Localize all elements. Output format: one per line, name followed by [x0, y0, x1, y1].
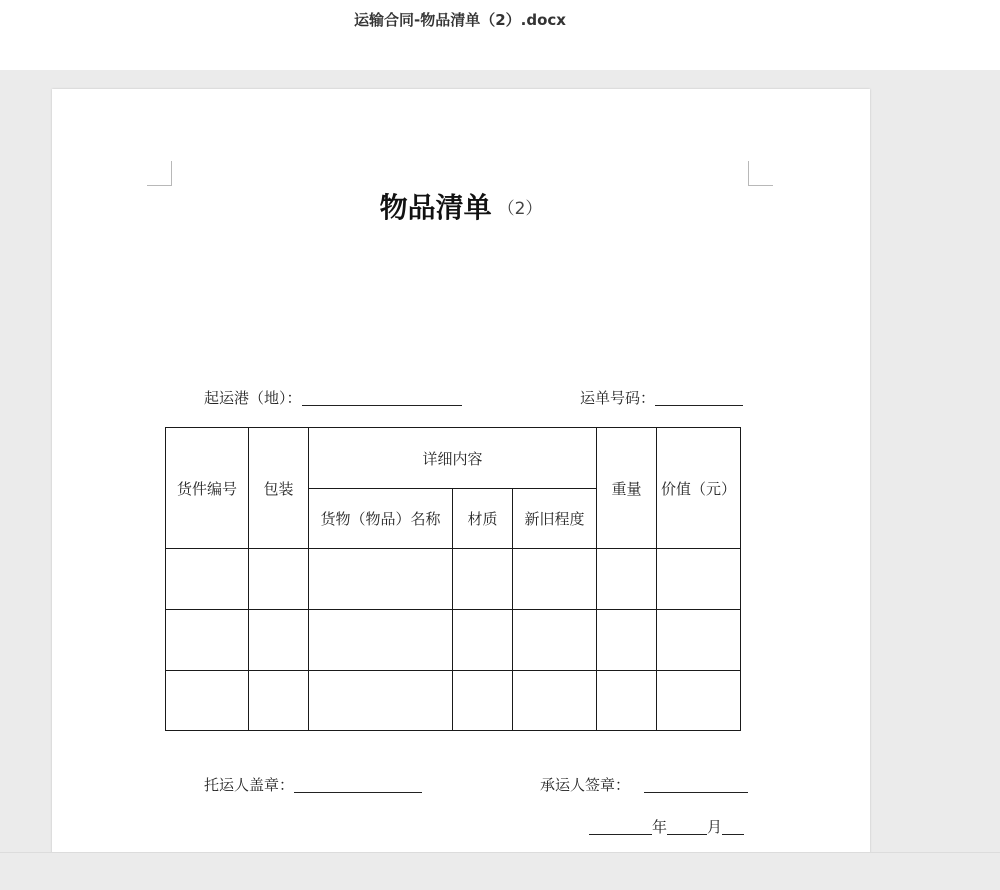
- header-details: 详细内容: [309, 428, 597, 489]
- table-cell[interactable]: [309, 671, 453, 731]
- origin-blank: [302, 390, 462, 406]
- carrier-sign-label: 承运人签章：: [540, 776, 631, 794]
- header-material: 材质: [453, 489, 513, 549]
- table-row: [166, 610, 741, 671]
- table-cell[interactable]: [513, 549, 597, 610]
- table-cell[interactable]: [166, 610, 249, 671]
- header-value: 价值（元）: [657, 428, 741, 549]
- table-cell[interactable]: [657, 610, 741, 671]
- document-title: [52, 186, 870, 226]
- table-cell[interactable]: [166, 671, 249, 731]
- goods-table: [165, 427, 741, 731]
- shipper-seal-label: 托运人盖章：: [204, 776, 295, 794]
- table-cell[interactable]: [597, 549, 657, 610]
- table-cell[interactable]: [513, 610, 597, 671]
- margin-corner-mark-left: [147, 161, 172, 186]
- status-bar: [0, 852, 1000, 890]
- year-label: 年: [652, 818, 668, 836]
- header-condition: 新旧程度: [513, 489, 597, 549]
- table-cell[interactable]: [657, 549, 741, 610]
- table-cell[interactable]: [597, 610, 657, 671]
- table-cell[interactable]: [309, 549, 453, 610]
- table-row: [166, 549, 741, 610]
- day-blank: [722, 819, 744, 835]
- header-cargo-no: 货件编号: [166, 428, 249, 549]
- shipper-seal-blank: [294, 777, 422, 793]
- table-cell[interactable]: [166, 549, 249, 610]
- shipper-seal-field: [204, 774, 422, 795]
- waybill-blank: [655, 390, 743, 406]
- document-viewport[interactable]: [0, 70, 1000, 852]
- date-field: [589, 816, 744, 837]
- header-packing: 包装: [249, 428, 309, 549]
- document-page: [52, 89, 870, 852]
- table-cell[interactable]: [249, 671, 309, 731]
- origin-field: [204, 387, 462, 408]
- table-cell[interactable]: [513, 671, 597, 731]
- header-goods-name: 货物（物品）名称: [309, 489, 453, 549]
- year-blank: [589, 819, 652, 835]
- waybill-label: 运单号码：: [580, 389, 656, 407]
- month-blank: [667, 819, 707, 835]
- table-cell[interactable]: [597, 671, 657, 731]
- table-cell[interactable]: [453, 610, 513, 671]
- waybill-field: [580, 387, 743, 408]
- document-filename: 运输合同-物品清单（2）.docx: [354, 11, 566, 29]
- header-weight: 重量: [597, 428, 657, 549]
- table-cell[interactable]: [657, 671, 741, 731]
- carrier-sign-blank: [644, 777, 748, 793]
- carrier-sign-field: [540, 774, 748, 795]
- title-suffix: （2）: [497, 199, 543, 219]
- origin-label: 起运港（地）：: [204, 389, 302, 407]
- table-cell[interactable]: [453, 549, 513, 610]
- title-text: 物品清单: [379, 191, 492, 224]
- table-cell[interactable]: [249, 549, 309, 610]
- table-cell[interactable]: [249, 610, 309, 671]
- table-cell[interactable]: [309, 610, 453, 671]
- month-label: 月: [707, 818, 723, 836]
- margin-corner-mark-right: [748, 161, 773, 186]
- table-cell[interactable]: [453, 671, 513, 731]
- title-bar: [0, 0, 1000, 70]
- table-row: [166, 671, 741, 731]
